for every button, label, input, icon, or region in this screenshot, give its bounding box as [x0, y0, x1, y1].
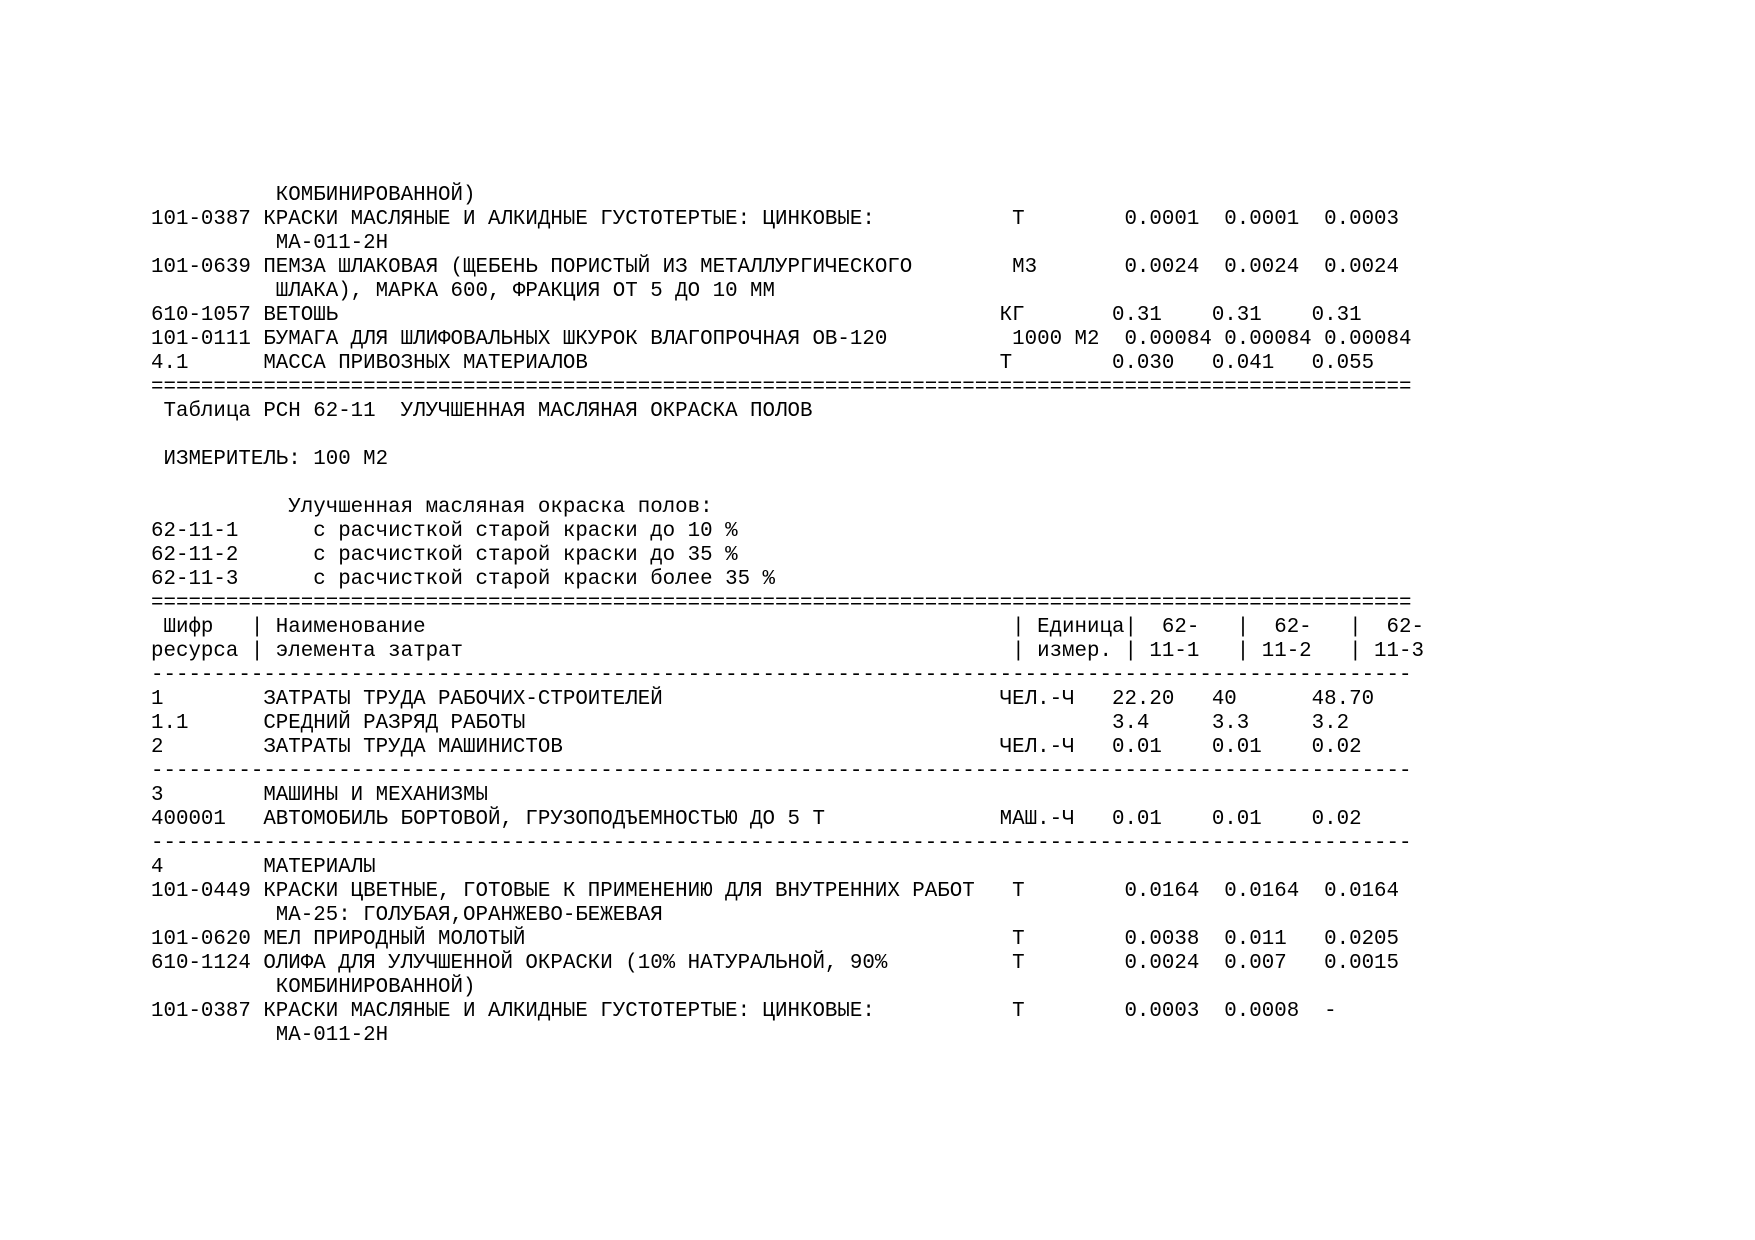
blank-line	[151, 424, 1424, 448]
variant-line: 62-11-1 с расчисткой старой краски до 10 %	[151, 520, 738, 543]
table-title: Таблица РСН 62-11 УЛУЧШЕННАЯ МАСЛЯНАЯ ОКРАСКА ПОЛОВ	[151, 400, 813, 423]
table-header-row: ресурса | элемента затрат | измер. | 11-1 | 11-2 | 11-3	[151, 640, 1424, 663]
document-page	[151, 184, 1424, 1048]
text-line: 610-1057 ВЕТОШЬ КГ 0.31 0.31 0.31	[151, 304, 1362, 327]
table-row: 400001 АВТОМОБИЛЬ БОРТОВОЙ, ГРУЗОПОДЪЕМНОСТЬЮ ДО 5 Т МАШ.-Ч 0.01 0.01 0.02	[151, 808, 1362, 831]
table-row: 1 ЗАТРАТЫ ТРУДА РАБОЧИХ-СТРОИТЕЛЕЙ ЧЕЛ.-Ч 22.20 40 48.70	[151, 688, 1375, 711]
table-row: 3 МАШИНЫ И МЕХАНИЗМЫ	[151, 784, 488, 807]
text-line: 101-0639 ПЕМЗА ШЛАКОВАЯ (ЩЕБЕНЬ ПОРИСТЫЙ ИЗ МЕТАЛЛУРГИЧЕСКОГО М3 0.0024 0.0024 0.0024	[151, 256, 1400, 279]
text-line: МА-011-2Н	[151, 1024, 389, 1047]
table-row: 101-0620 МЕЛ ПРИРОДНЫЙ МОЛОТЫЙ Т 0.0038 0.011 0.0205	[151, 928, 1400, 951]
table-row: 1.1 СРЕДНИЙ РАЗРЯД РАБОТЫ 3.4 3.3 3.2	[151, 712, 1350, 735]
variant-line: 62-11-2 с расчисткой старой краски до 35 %	[151, 544, 738, 567]
separator-line: =====================================================================================================	[151, 376, 1412, 399]
section-heading: Улучшенная масляная окраска полов:	[151, 496, 713, 519]
separator-line: =====================================================================================================	[151, 592, 1412, 615]
text-line: КОМБИНИРОВАННОЙ)	[151, 976, 476, 999]
text-line: МА-011-2Н	[151, 232, 389, 255]
text-line: ШЛАКА), МАРКА 600, ФРАКЦИЯ ОТ 5 ДО 10 ММ	[151, 280, 776, 303]
text-line: КОМБИНИРОВАННОЙ)	[151, 184, 476, 207]
dashed-separator: -----------------------------------------------------------------------------------------------------	[151, 832, 1412, 855]
text-line: МА-25: ГОЛУБАЯ,ОРАНЖЕВО-БЕЖЕВАЯ	[151, 904, 663, 927]
text-line: 101-0387 КРАСКИ МАСЛЯНЫЕ И АЛКИДНЫЕ ГУСТОТЕРТЫЕ: ЦИНКОВЫЕ: Т 0.0001 0.0001 0.0003	[151, 208, 1400, 231]
dashed-separator: -----------------------------------------------------------------------------------------------------	[151, 664, 1412, 687]
table-header-row: Шифр | Наименование | Единица| 62- | 62- | 62-	[151, 616, 1424, 639]
table-row: 101-0387 КРАСКИ МАСЛЯНЫЕ И АЛКИДНЫЕ ГУСТОТЕРТЫЕ: ЦИНКОВЫЕ: Т 0.0003 0.0008 -	[151, 1000, 1337, 1023]
measure-unit: ИЗМЕРИТЕЛЬ: 100 М2	[151, 448, 389, 471]
blank-line	[151, 472, 1424, 496]
table-row: 610-1124 ОЛИФА ДЛЯ УЛУЧШЕННОЙ ОКРАСКИ (10% НАТУРАЛЬНОЙ, 90% Т 0.0024 0.007 0.0015	[151, 952, 1400, 975]
dashed-separator: -----------------------------------------------------------------------------------------------------	[151, 760, 1412, 783]
text-line: 101-0111 БУМАГА ДЛЯ ШЛИФОВАЛЬНЫХ ШКУРОК ВЛАГОПРОЧНАЯ ОВ-120 1000 М2 0.00084 0.00084 0.00084	[151, 328, 1412, 351]
variant-line: 62-11-3 с расчисткой старой краски более 35 %	[151, 568, 776, 591]
table-row: 2 ЗАТРАТЫ ТРУДА МАШИНИСТОВ ЧЕЛ.-Ч 0.01 0.01 0.02	[151, 736, 1362, 759]
table-row: 4 МАТЕРИАЛЫ	[151, 856, 376, 879]
table-row: 101-0449 КРАСКИ ЦВЕТНЫЕ, ГОТОВЫЕ К ПРИМЕНЕНИЮ ДЛЯ ВНУТРЕННИХ РАБОТ Т 0.0164 0.0164 0.0164	[151, 880, 1400, 903]
text-line: 4.1 МАССА ПРИВОЗНЫХ МАТЕРИАЛОВ Т 0.030 0.041 0.055	[151, 352, 1375, 375]
